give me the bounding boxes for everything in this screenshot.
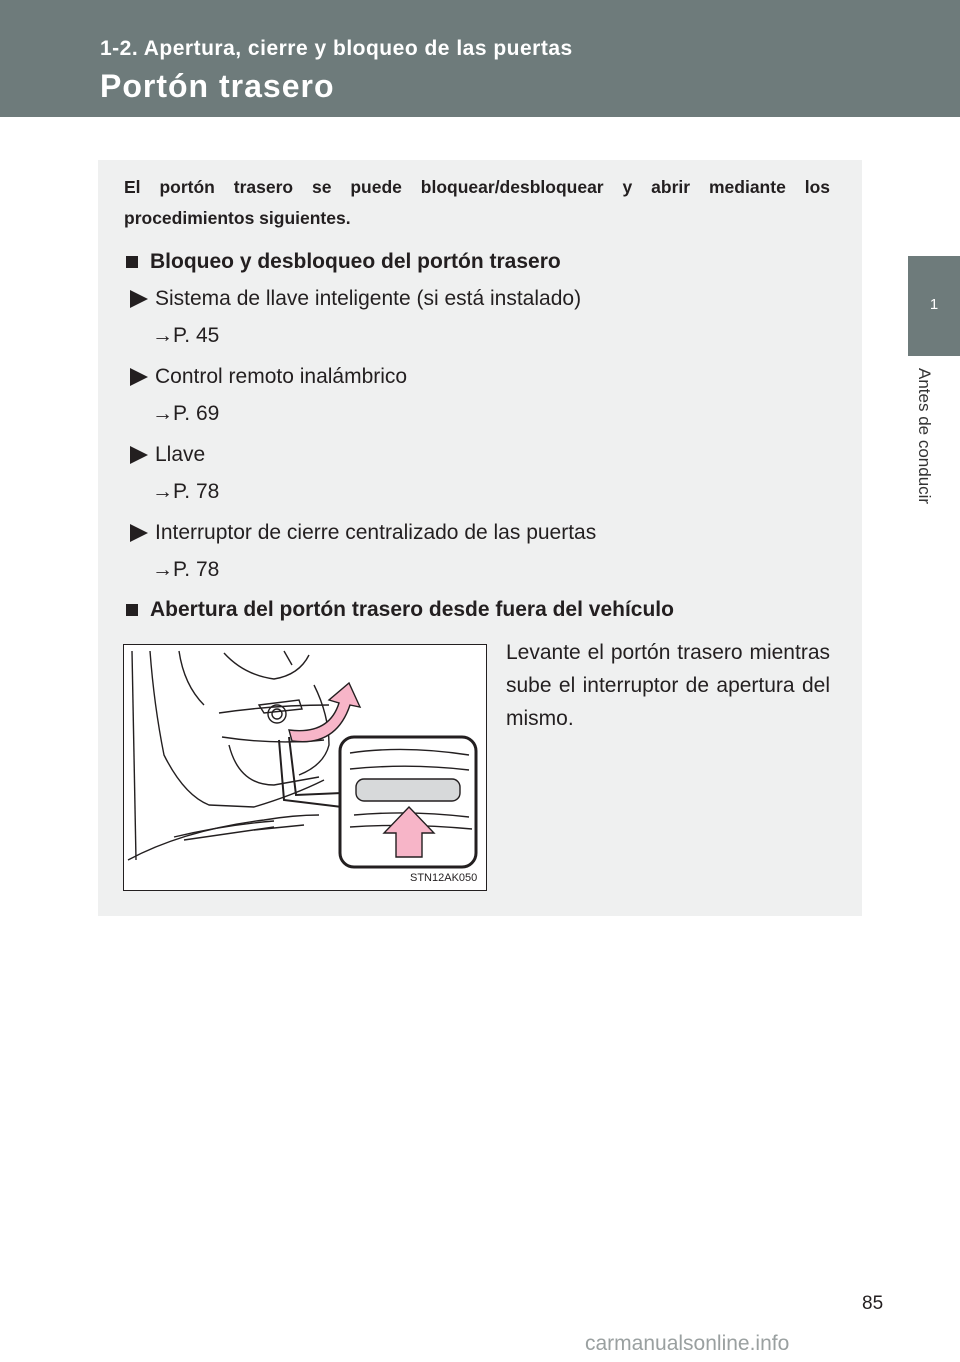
intro-text: El portón trasero se puede bloquear/desbloquear y abrir mediante los procedimientos siguientes.: [124, 177, 830, 228]
list-item: [124, 365, 407, 389]
square-bullet-icon: [126, 604, 138, 616]
tailgate-illustration: [123, 644, 487, 891]
heading-text: Abertura del portón trasero desde fuera del vehículo: [150, 598, 674, 621]
triangle-bullet-icon: [130, 368, 148, 386]
page-reference[interactable]: →P. 78: [152, 558, 220, 581]
list-item-label: Interruptor de cierre centralizado de las puertas: [155, 521, 597, 544]
list-item-label: Control remoto inalámbrico: [155, 365, 408, 388]
figure-code: STN12AK050: [410, 872, 478, 884]
section-label: 1-2. Apertura, cierre y bloqueo de las puertas: [100, 37, 573, 60]
heading-text: Bloqueo y desbloqueo del portón trasero: [150, 250, 561, 273]
instruction-text: Levante el portón trasero mientras sube el interruptor de apertura del mismo.: [506, 641, 830, 730]
chapter-title-text: Antes de conducir: [915, 368, 934, 505]
page-reference[interactable]: →P. 45: [152, 324, 220, 347]
list-item-label: Sistema de llave inteligente (si está instalado): [155, 287, 582, 310]
triangle-bullet-icon: [130, 446, 148, 464]
page-number: 85: [862, 1293, 884, 1314]
page-reference[interactable]: →P. 78: [152, 480, 220, 503]
chapter-tab[interactable]: [908, 256, 960, 356]
triangle-bullet-icon: [130, 524, 148, 542]
chapter-title: [914, 368, 944, 538]
list-item-label: Llave: [155, 443, 206, 466]
list-item: [124, 443, 205, 467]
list-item: [124, 521, 596, 545]
chapter-number: 1: [929, 296, 939, 313]
section-heading-lock: [124, 250, 561, 274]
list-item: [124, 287, 581, 311]
square-bullet-icon: [126, 256, 138, 268]
watermark: carmanualsonline.info: [585, 1332, 790, 1355]
triangle-bullet-icon: [130, 290, 148, 308]
page-reference[interactable]: →P. 69: [152, 402, 220, 425]
page-title: Portón trasero: [100, 68, 335, 104]
section-heading-open: [124, 598, 674, 622]
